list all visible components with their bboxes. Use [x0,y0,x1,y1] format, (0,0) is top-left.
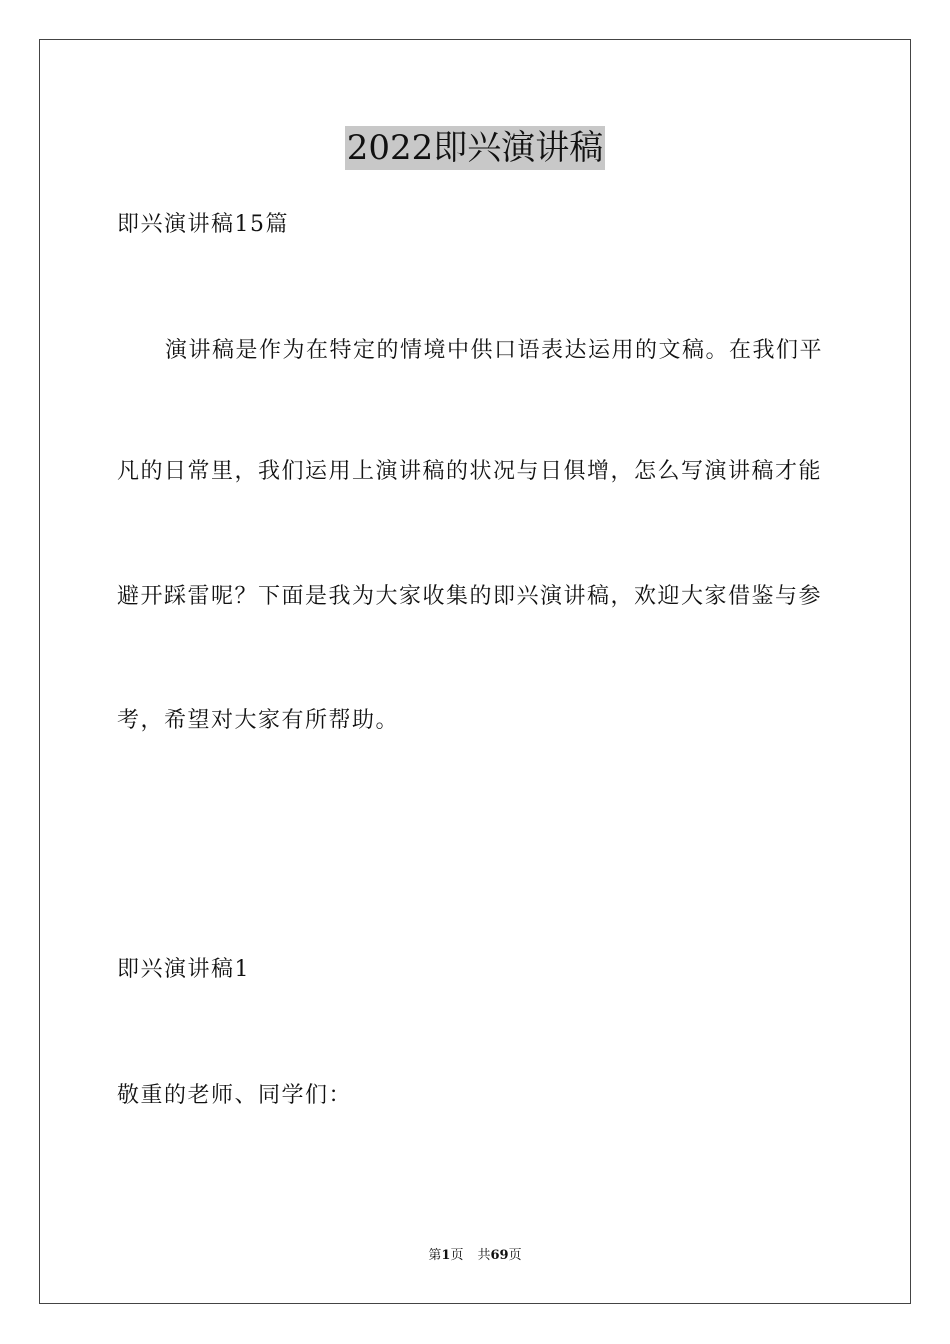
intro-paragraph-line: 演讲稿是作为在特定的情境中供口语表达运用的文稿。在我们平 [165,338,824,363]
title-container [0,126,950,170]
footer-total-pages: 69 [490,1248,509,1263]
footer-total-prefix: 共 [477,1248,491,1263]
intro-paragraph-line: 考，希望对大家有所帮助。 [117,708,400,733]
footer-total-suffix: 页 [508,1248,522,1263]
intro-paragraph-line: 避开踩雷呢？下面是我为大家收集的即兴演讲稿，欢迎大家借鉴与参 [117,584,823,609]
intro-paragraph-line: 凡的日常里，我们运用上演讲稿的状况与日俱增，怎么写演讲稿才能 [117,459,823,484]
footer-page-number: 1 [441,1248,451,1263]
footer-page-prefix: 第 [428,1248,442,1263]
page-footer [0,1246,950,1266]
document-title: 2022即兴演讲稿 [346,128,604,168]
footer-page-suffix: 页 [450,1248,464,1263]
greeting-line: 敬重的老师、同学们： [117,1083,353,1108]
section-heading: 即兴演讲稿1 [117,957,250,982]
document-subtitle: 即兴演讲稿15篇 [117,212,289,237]
